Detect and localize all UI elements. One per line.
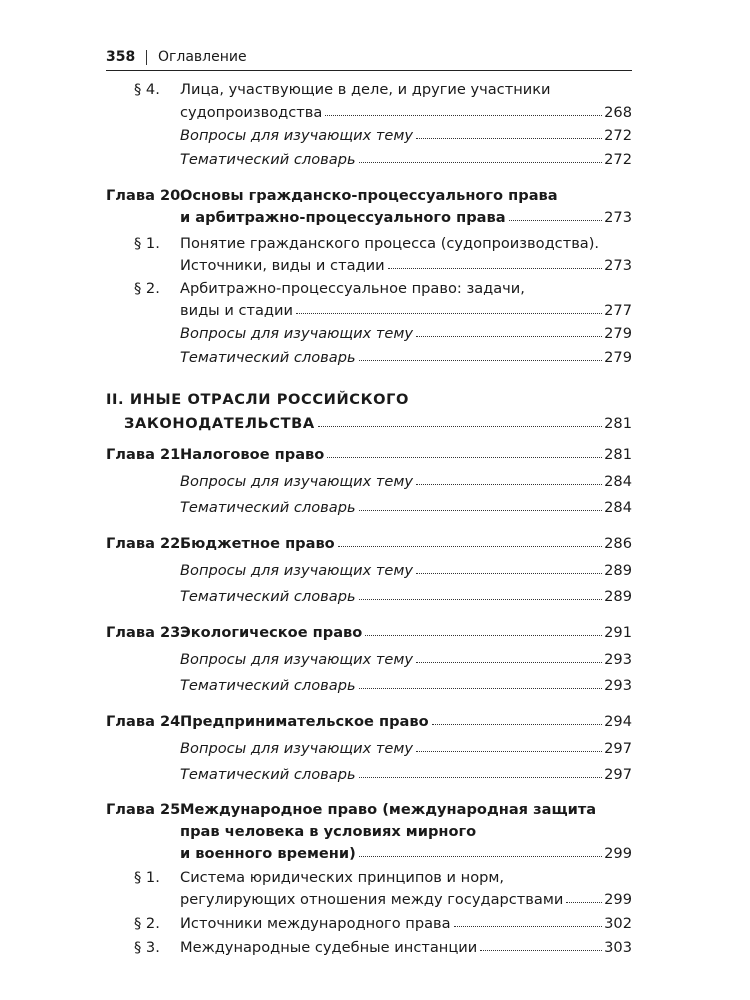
toc-page-number: 273 <box>604 257 632 274</box>
toc-page-number: 273 <box>604 209 632 226</box>
toc-page-number: 279 <box>604 349 632 366</box>
chapter-title: Основы гражданско-процессуального права <box>180 187 558 204</box>
toc-entry[interactable] <box>180 204 632 226</box>
toc-entry[interactable] <box>180 344 632 366</box>
dot-leader <box>416 751 602 752</box>
dot-leader <box>365 635 602 636</box>
toc-entry[interactable] <box>124 410 632 432</box>
toc-page-number: 299 <box>604 845 632 862</box>
section-marker: § 2. <box>134 280 160 297</box>
toc-entry-text: Понятие гражданского процесса (судопроизводства). <box>180 235 600 252</box>
dot-leader <box>318 426 602 427</box>
dot-leader <box>388 268 603 269</box>
toc-entry[interactable] <box>180 122 632 144</box>
dot-leader <box>338 546 602 547</box>
toc-entry[interactable] <box>180 441 632 463</box>
dot-leader <box>359 688 603 689</box>
toc-entry-text: Лица, участвующие в деле, и другие участники <box>180 81 551 98</box>
chapter-title: прав человека в условиях мирного <box>180 823 477 840</box>
toc-page-number: 302 <box>604 915 632 932</box>
chapter-label: Глава 21. <box>106 446 186 463</box>
toc-entry[interactable] <box>180 557 632 579</box>
section-marker: § 3. <box>134 939 160 956</box>
dot-leader <box>327 457 602 458</box>
toc-entry[interactable] <box>180 619 632 641</box>
chapter-label: Глава 23. <box>106 624 186 641</box>
toc-page-number: 294 <box>604 713 632 730</box>
toc-entry[interactable] <box>180 530 632 552</box>
part-title: ЗАКОНОДАТЕЛЬСТВА <box>124 415 315 432</box>
section-marker: § 4. <box>134 81 160 98</box>
toc-entry-text: Международные судебные инстанции <box>180 939 478 956</box>
toc-entry[interactable] <box>180 886 632 908</box>
toc-page-number: 297 <box>604 740 632 757</box>
toc-page-number: 272 <box>604 127 632 144</box>
chapter-title: и военного времени) <box>180 845 356 862</box>
toc-entry[interactable] <box>180 934 632 956</box>
toc-entry[interactable] <box>180 146 632 168</box>
page-number: 358 <box>106 49 136 65</box>
toc-page-number: 293 <box>604 651 632 668</box>
toc-entry[interactable] <box>180 468 632 490</box>
chapter-title: Экологическое право <box>180 624 363 641</box>
toc-page-number: 291 <box>604 624 632 641</box>
dot-leader <box>325 115 602 116</box>
toc-page-number: 272 <box>604 151 632 168</box>
toc-entry-text: Тематический словарь <box>180 588 356 605</box>
dot-leader <box>416 484 602 485</box>
chapter-label: Глава 25. <box>106 801 186 818</box>
chapter-label: Глава 20. <box>106 187 186 204</box>
page-header <box>106 48 632 71</box>
toc-page-number: 299 <box>604 891 632 908</box>
header-divider <box>146 50 147 65</box>
toc-entry[interactable] <box>180 583 632 605</box>
toc-entry-text: Тематический словарь <box>180 677 356 694</box>
toc-entry[interactable] <box>180 252 632 274</box>
toc-entry[interactable] <box>180 672 632 694</box>
toc-page-number: 303 <box>604 939 632 956</box>
toc-page-number: 284 <box>604 499 632 516</box>
toc-entry[interactable] <box>180 99 632 121</box>
dot-leader <box>432 724 602 725</box>
toc-page-number: 289 <box>604 562 632 579</box>
toc-entry-text: виды и стадии <box>180 302 293 319</box>
toc-entry[interactable] <box>180 297 632 319</box>
toc-entry[interactable] <box>180 735 632 757</box>
toc-entry-text: Вопросы для изучающих тему <box>180 473 414 490</box>
chapter-label: Глава 24. <box>106 713 186 730</box>
toc-page-number: 289 <box>604 588 632 605</box>
toc-page-number: 286 <box>604 535 632 552</box>
chapter-title: Налоговое право <box>180 446 325 463</box>
dot-leader <box>416 573 602 574</box>
dot-leader <box>416 336 602 337</box>
section-marker: § 1. <box>134 235 160 252</box>
toc-entry-text: Вопросы для изучающих тему <box>180 651 414 668</box>
toc-entry-text: Источники, виды и стадии <box>180 257 385 274</box>
toc-entry-text: Вопросы для изучающих тему <box>180 562 414 579</box>
toc-entry-text: судопроизводства <box>180 104 323 121</box>
toc-page-number: 279 <box>604 325 632 342</box>
toc-entry-text: Тематический словарь <box>180 349 356 366</box>
toc-page-number: 297 <box>604 766 632 783</box>
section-marker: § 1. <box>134 869 160 886</box>
toc-entry-text: Арбитражно-процессуальное право: задачи, <box>180 280 525 297</box>
toc-entry[interactable] <box>180 320 632 342</box>
toc-page-number: 293 <box>604 677 632 694</box>
toc-entry-text: Тематический словарь <box>180 151 356 168</box>
dot-leader <box>359 162 603 163</box>
chapter-label: Глава 22. <box>106 535 186 552</box>
toc-page-number: 281 <box>604 446 632 463</box>
dot-leader <box>359 856 602 857</box>
dot-leader <box>359 360 603 361</box>
section-marker: § 2. <box>134 915 160 932</box>
toc-entry[interactable] <box>180 761 632 783</box>
toc-page-number: 268 <box>604 104 632 121</box>
dot-leader <box>416 662 602 663</box>
toc-page-number: 284 <box>604 473 632 490</box>
toc-entry-text: Вопросы для изучающих тему <box>180 740 414 757</box>
toc-entry-text: Система юридических принципов и норм, <box>180 869 505 886</box>
toc-entry-text: Тематический словарь <box>180 766 356 783</box>
toc-entry-text: Вопросы для изучающих тему <box>180 127 414 144</box>
part-title: II. ИНЫЕ ОТРАСЛИ РОССИЙСКОГО <box>106 391 410 408</box>
toc-entry[interactable] <box>180 494 632 516</box>
chapter-title: и арбитражно-процессуального права <box>180 209 506 226</box>
dot-leader <box>416 138 602 139</box>
dot-leader <box>359 510 603 511</box>
chapter-title: Бюджетное право <box>180 535 335 552</box>
dot-leader <box>359 777 603 778</box>
dot-leader <box>454 926 603 927</box>
dot-leader <box>480 950 602 951</box>
toc-entry[interactable] <box>180 840 632 862</box>
toc-entry-text: Тематический словарь <box>180 499 356 516</box>
chapter-title: Предпринимательское право <box>180 713 429 730</box>
header-title: Оглавление <box>158 49 247 65</box>
toc-entry[interactable] <box>180 708 632 730</box>
toc-page-number: 277 <box>604 302 632 319</box>
toc-entry[interactable] <box>180 910 632 932</box>
toc-entry-text: Вопросы для изучающих тему <box>180 325 414 342</box>
toc-entry-text: Источники международного права <box>180 915 451 932</box>
dot-leader <box>566 902 602 903</box>
chapter-title: Международное право (международная защита <box>180 801 597 818</box>
toc-page-number: 281 <box>604 415 632 432</box>
dot-leader <box>296 313 602 314</box>
dot-leader <box>509 220 603 221</box>
toc-entry[interactable] <box>180 646 632 668</box>
toc-entry-text: регулирующих отношения между государствами <box>180 891 564 908</box>
dot-leader <box>359 599 603 600</box>
